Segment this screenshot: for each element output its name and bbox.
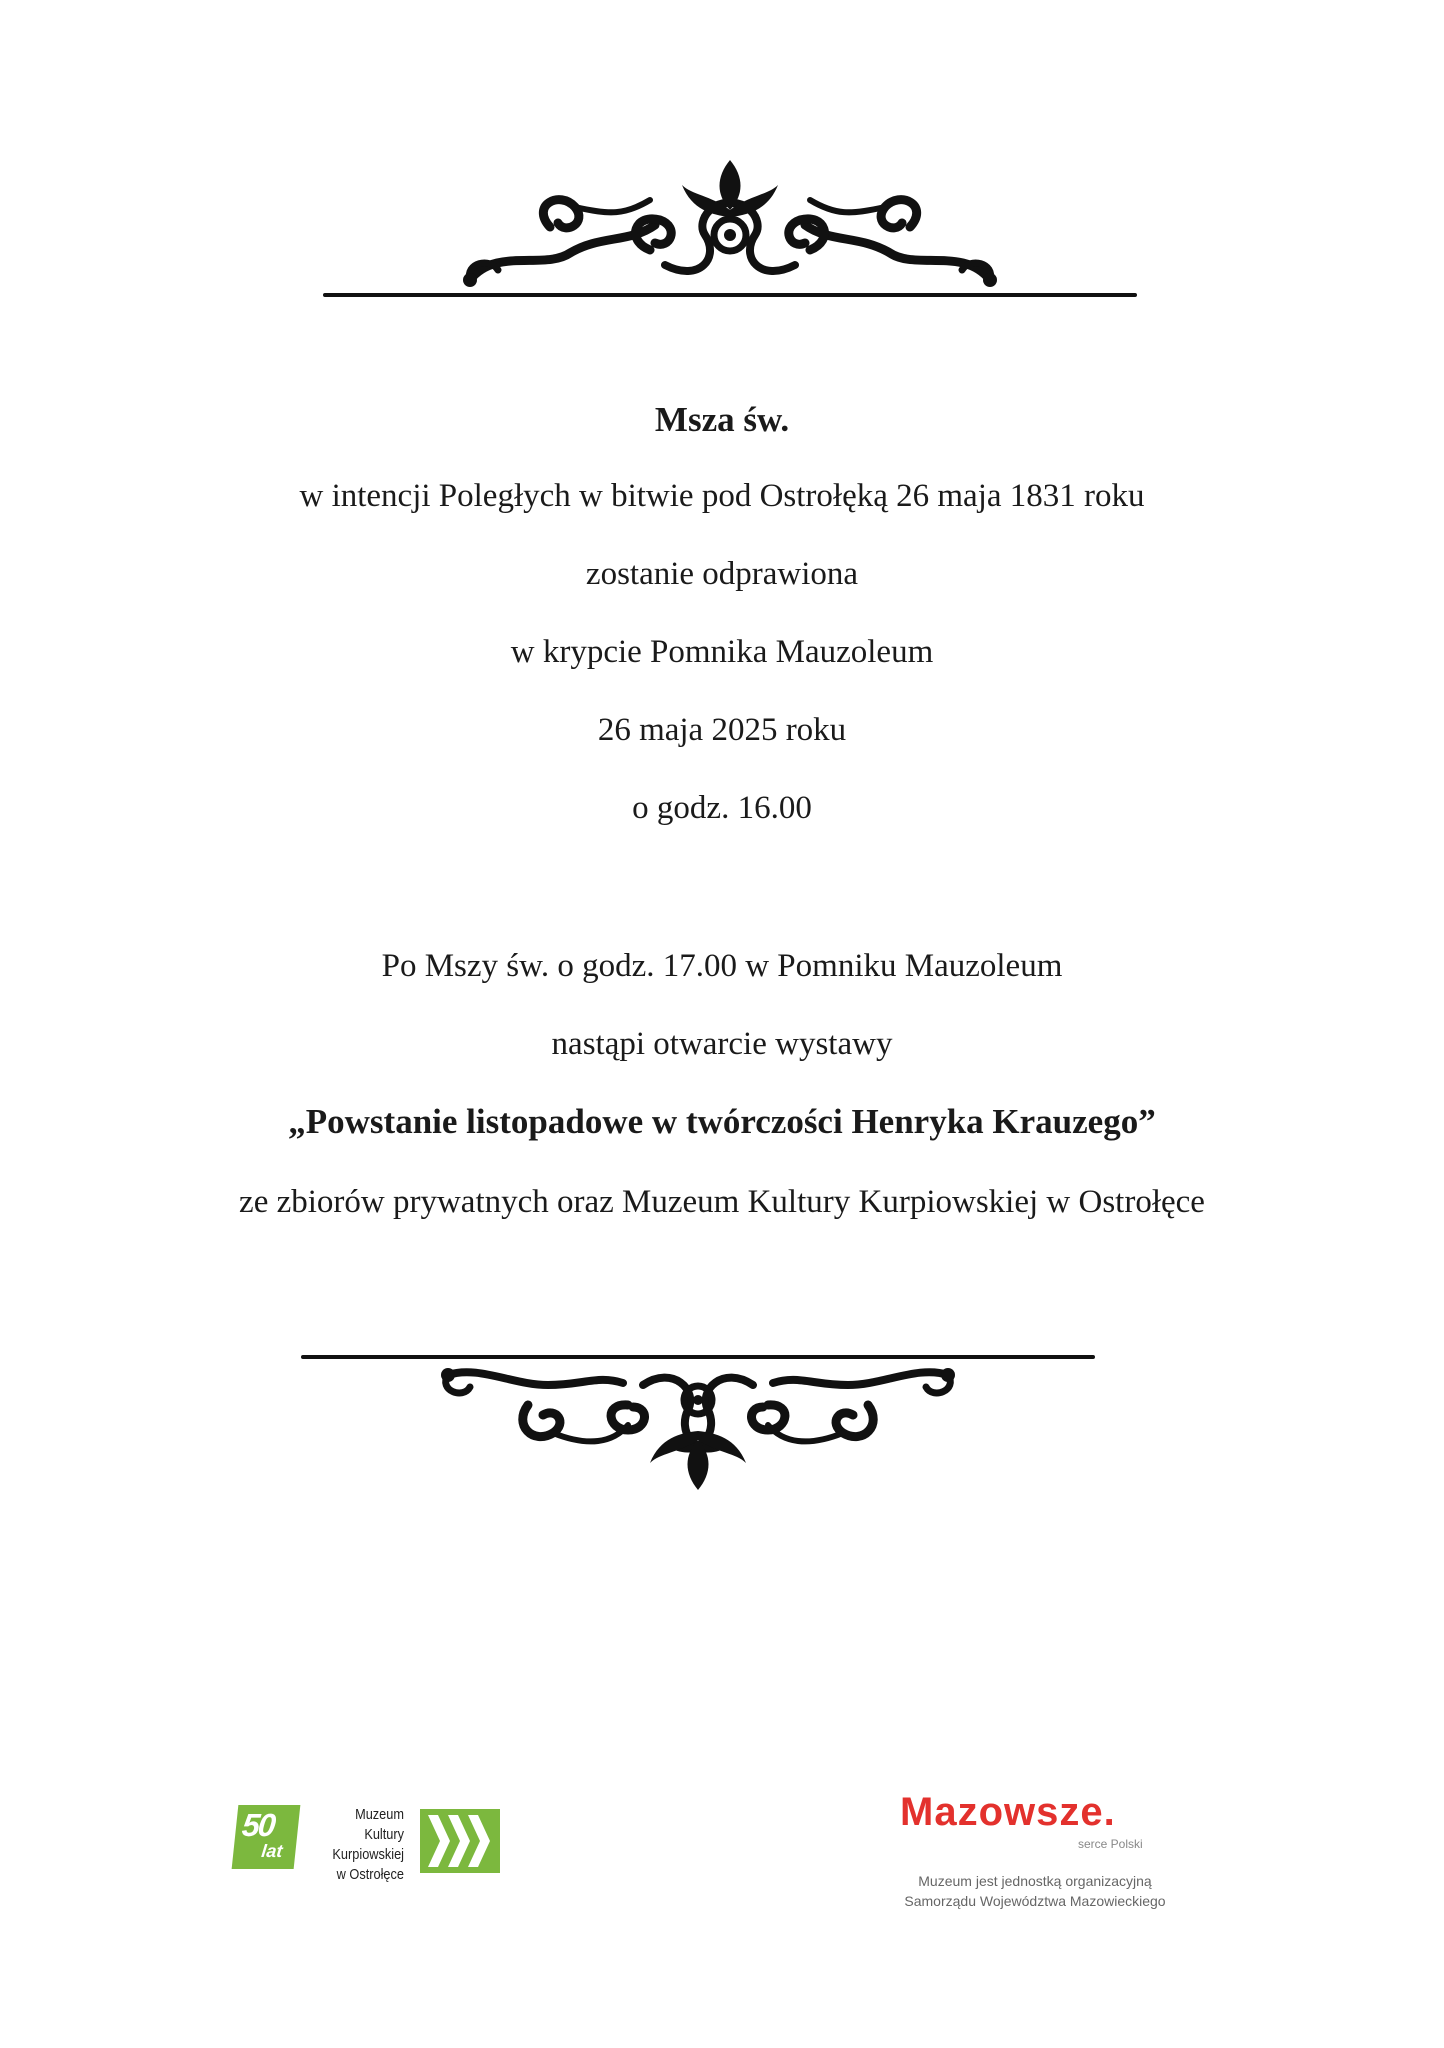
museum-name-line: Kurpiowskiej [332,1846,404,1863]
mass-heading: Msza św. [654,400,790,439]
location-line: w krypcie Pomnika Mauzoleum [510,634,934,670]
badge-word: lat [260,1841,284,1861]
museum-name-line: w Ostrołęce [336,1866,404,1883]
exhibition-title: „Powstanie listopadowe w twórczości Henryka Krauzego” [288,1102,1156,1141]
mazowsze-note-line: Samorządu Województwa Mazowieckiego [904,1893,1166,1909]
badge-number: 50 [240,1807,276,1843]
mkk-emblem-icon [420,1809,500,1873]
mazowsze-tagline: serce Polski [1078,1837,1143,1851]
mazowsze-wordmark: Mazowsze. [900,1790,1116,1834]
celebration-line: zostanie odprawiona [585,556,859,592]
bottom-ornament [298,1345,1098,1495]
museum-name [316,1805,404,1885]
collections-line: ze zbiorów prywatnych oraz Muzeum Kultury Kurpiowskiej w Ostrołęce [239,1184,1205,1220]
after-mass-line: Po Mszy św. o godz. 17.00 w Pomniku Mauzoleum [381,948,1063,984]
mazowsze-logo [880,1790,1200,1920]
exhibition-opening-line: nastąpi otwarcie wystawy [551,1026,893,1062]
museum-name-line: Muzeum [355,1806,404,1823]
museum-logo [232,1795,512,1905]
mazowsze-note [880,1871,1190,1911]
anniversary-badge [232,1805,301,1869]
time-line: o godz. 16.00 [632,790,812,826]
intention-line: w intencji Poległych w bitwie pod Ostrołęką 26 maja 1831 roku [299,478,1145,514]
date-line: 26 maja 2025 roku [597,712,847,748]
top-ornament [320,155,1140,305]
mazowsze-note-line: Muzeum jest jednostką organizacyjną [918,1873,1152,1889]
museum-name-line: Kultury [364,1826,404,1843]
